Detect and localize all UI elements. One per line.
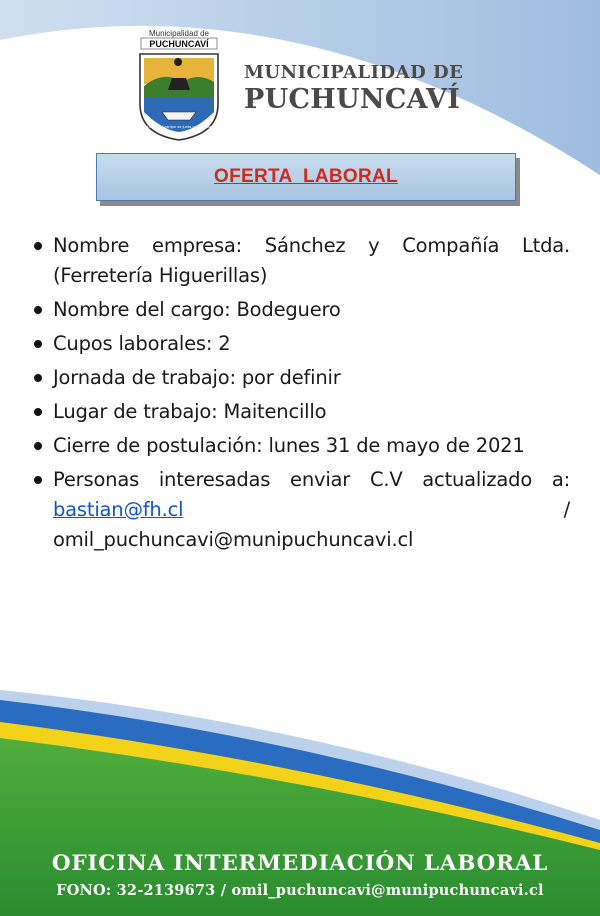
seal-top-text: Municipalidad de	[148, 29, 210, 38]
company-line1	[53, 231, 570, 261]
slots-text: Cupos laborales: 2	[53, 332, 231, 355]
word: Personas	[53, 468, 140, 491]
municipality-title	[244, 64, 464, 113]
bullet-icon	[34, 340, 42, 348]
schedule-text: Jornada de trabajo: por definir	[53, 366, 341, 389]
deadline-text: Cierre de postulación: lunes 31 de mayo de 2021	[53, 434, 525, 457]
word: y	[368, 234, 380, 257]
list-item-company	[30, 231, 570, 291]
footer	[0, 851, 600, 899]
list-item-position	[30, 295, 570, 325]
bullet-icon	[34, 442, 42, 450]
contact-line2	[53, 495, 570, 525]
list-item-location	[30, 397, 570, 427]
job-details-list	[30, 231, 570, 559]
municipality-title-line1: MUNICIPALIDAD DE	[244, 62, 464, 83]
location-text: Lugar de trabajo: Maitencillo	[53, 400, 327, 423]
list-item-deadline	[30, 431, 570, 461]
word: Ltda.	[521, 234, 570, 257]
word: enviar	[290, 468, 351, 491]
municipal-seal-logo	[134, 26, 224, 144]
list-item-schedule	[30, 363, 570, 393]
seal-motto: Donde el campo se junta con el mar	[146, 124, 212, 129]
footer-contact: FONO: 32-2139673 / omil_puchuncavi@munipuchuncavi.cl	[56, 882, 544, 899]
position-text: Nombre del cargo: Bodeguero	[53, 298, 341, 321]
bullet-icon	[34, 476, 42, 484]
offer-title: OFERTA LABORAL	[214, 166, 398, 187]
bullet-icon	[34, 242, 42, 250]
list-item-contact	[30, 465, 570, 555]
bullet-icon	[34, 408, 42, 416]
word: C.V	[369, 468, 403, 491]
contact-email2: omil_puchuncavi@munipuchuncavi.cl	[53, 528, 414, 551]
bullet-icon	[34, 306, 42, 314]
word: Sánchez	[264, 234, 346, 257]
footer-office-name: OFICINA INTERMEDIACIÓN LABORAL	[51, 851, 549, 876]
email-link-bastian[interactable]: bastian@fh.cl	[53, 498, 184, 521]
word: interesadas	[158, 468, 271, 491]
word: Nombre	[53, 234, 130, 257]
offer-title-box	[96, 153, 516, 201]
word: Compañía	[402, 234, 500, 257]
company-line2: (Ferretería Higuerillas)	[53, 264, 268, 287]
list-item-slots	[30, 329, 570, 359]
seal-name-text: PUCHUNCAVÍ	[149, 39, 209, 49]
bullet-icon	[34, 374, 42, 382]
contact-line1	[53, 465, 570, 495]
word: a:	[551, 468, 570, 491]
municipality-title-line2: PUCHUNCAVÍ	[244, 84, 461, 115]
email-separator: /	[563, 498, 570, 521]
word: empresa:	[152, 234, 243, 257]
word: actualizado	[422, 468, 533, 491]
seal-boat	[162, 112, 196, 120]
